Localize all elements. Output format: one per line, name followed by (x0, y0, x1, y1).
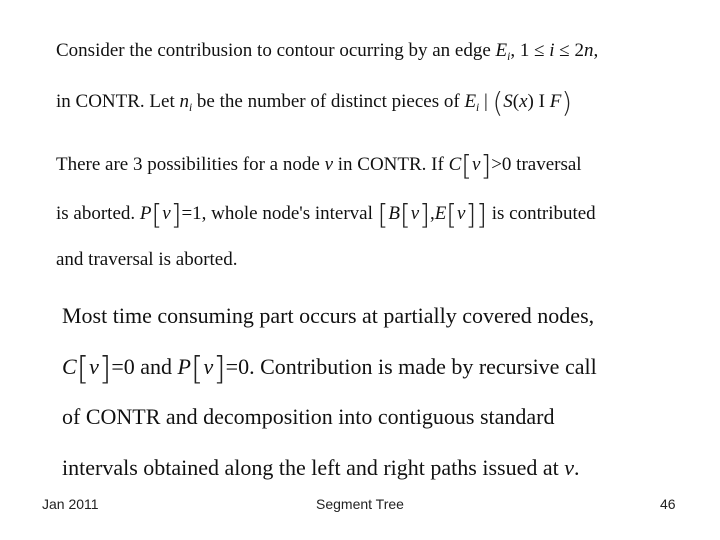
math-n: n (179, 91, 189, 112)
math-P: P (177, 354, 191, 379)
math-B: B (388, 203, 400, 224)
math-intersect: I (538, 91, 545, 112)
math-bar: | (479, 91, 493, 112)
line8-text: of CONTR and decomposition into contiguous standard (62, 404, 555, 429)
text-line-3 (56, 149, 582, 182)
line3-text: There are 3 possibilities for a node (56, 154, 325, 175)
math-C: C (448, 154, 462, 175)
math-paren-right: ) (527, 91, 534, 112)
footer-title: Segment Tree (316, 496, 404, 512)
math-paren-left: ( (512, 91, 520, 112)
text-line-9 (62, 455, 579, 481)
math-paren-right: ) (561, 86, 573, 119)
math-sub-i: i (189, 101, 193, 114)
math-v: v (89, 354, 99, 379)
math-P: P (139, 203, 152, 224)
math-E: E (495, 40, 508, 61)
line4-post: is contributed (486, 203, 596, 224)
text-line-8 (62, 404, 555, 430)
page-number: 46 (660, 496, 676, 512)
math-bracket-right: ] (476, 198, 487, 231)
line9-text: intervals obtained along the left and right paths issued at (62, 455, 565, 480)
math-bracket-left: [ (190, 349, 204, 388)
math-range-start: 1 ≤ (519, 40, 550, 61)
math-sub-i: i (476, 101, 480, 114)
math-bracket-left: [ (400, 198, 411, 231)
math-bracket-left: [ (461, 149, 473, 182)
math-S: S (503, 91, 513, 112)
comma: , (429, 203, 435, 224)
math-v: v (472, 154, 481, 175)
line4-text: is aborted. (56, 203, 140, 224)
line7-mid: =0 and (111, 354, 178, 379)
comma: , (510, 40, 520, 61)
math-x: x (519, 91, 528, 112)
line3-post: >0 traversal (491, 154, 582, 175)
math-n: n (583, 40, 594, 61)
math-bracket-right: ] (480, 149, 492, 182)
text-line-7 (62, 349, 597, 388)
math-F: F (549, 91, 562, 112)
math-bracket-left: [ (446, 198, 458, 231)
line3-mid: in CONTR. If (333, 154, 449, 175)
math-bracket-right: ] (419, 198, 430, 231)
line7-post: =0. Contribution is made by recursive call (225, 354, 597, 379)
math-paren-left: ( (492, 86, 504, 119)
math-bracket-right: ] (98, 349, 112, 388)
line6-text: Most time consuming part occurs at partially covered nodes, (62, 303, 595, 328)
math-i: i (549, 40, 555, 61)
line4-mid: =1, whole node's interval (181, 203, 378, 224)
text-line-6 (62, 303, 594, 329)
line1-end: , (593, 40, 599, 61)
line5-text: and traversal is aborted. (56, 249, 238, 270)
math-bracket-left: [ (377, 198, 389, 231)
math-bracket-right: ] (170, 198, 182, 231)
math-bracket-left: [ (76, 349, 90, 388)
math-v: v (457, 203, 466, 224)
line1-text: Consider the contribusion to contour ocurring by an edge (56, 40, 496, 61)
math-v: v (203, 354, 214, 379)
math-bracket-left: [ (151, 198, 163, 231)
text-line-5 (56, 249, 237, 271)
line2-text: in CONTR. Let (56, 91, 180, 112)
math-v: v (324, 154, 333, 175)
math-C: C (62, 354, 77, 379)
line9-end: . (573, 455, 580, 480)
footer-date: Jan 2011 (42, 496, 99, 512)
text-line-2 (56, 86, 573, 119)
math-v: v (162, 203, 171, 224)
math-E: E (434, 203, 447, 224)
math-E: E (464, 91, 477, 112)
text-line-4 (56, 198, 596, 231)
math-bracket-right: ] (465, 198, 477, 231)
math-range-end: ≤ 2 (554, 40, 584, 61)
math-sub-i: i (507, 50, 511, 63)
math-bracket-right: ] (213, 349, 226, 388)
line2-mid: be the number of distinct pieces of (192, 91, 465, 112)
math-v: v (564, 455, 574, 480)
text-line-1 (56, 40, 598, 63)
math-v: v (410, 203, 420, 224)
